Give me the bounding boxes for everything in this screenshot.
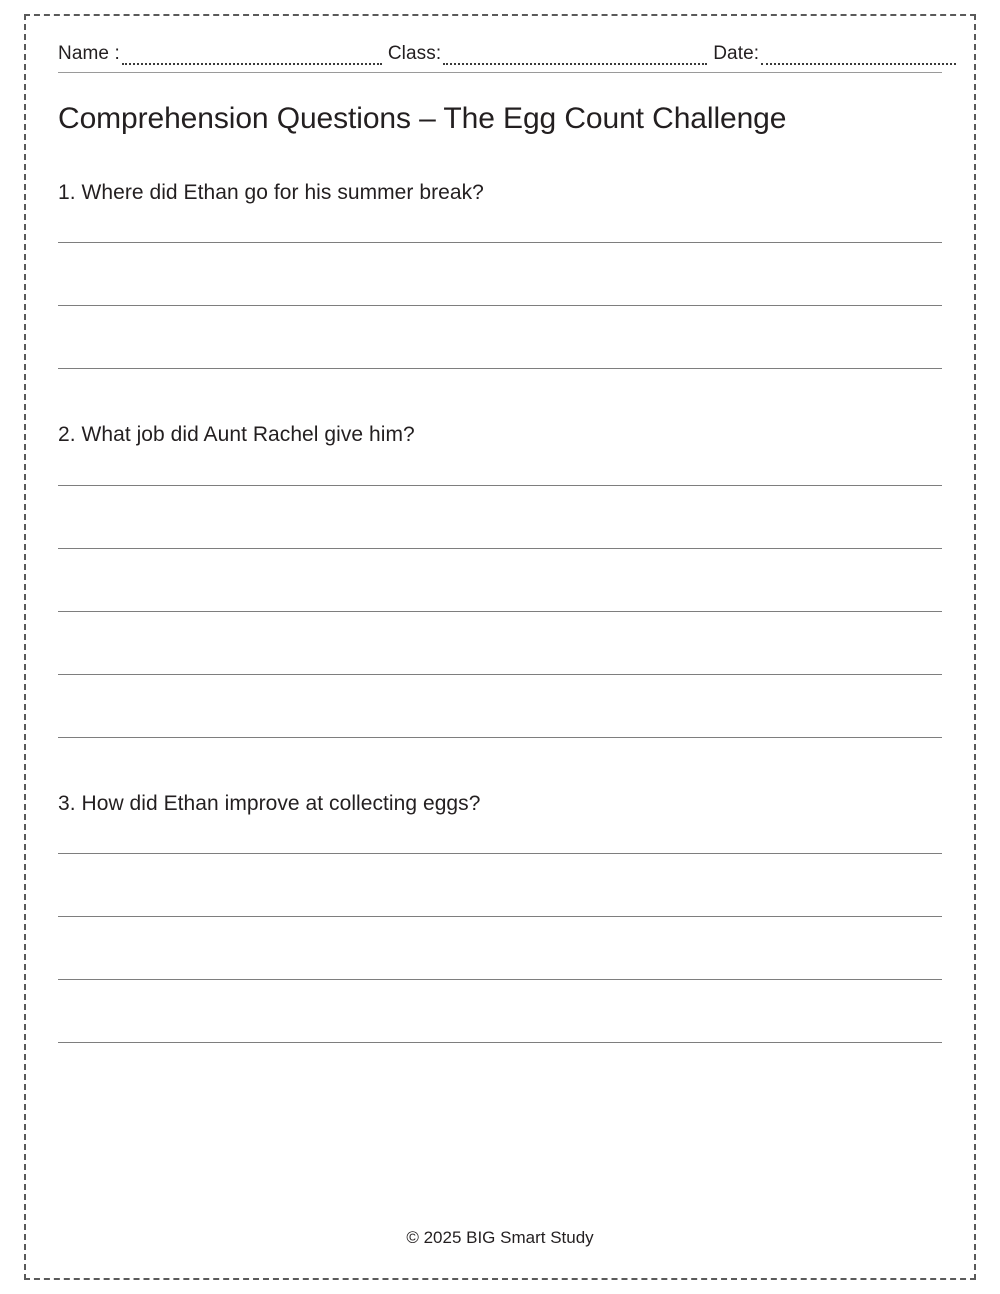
answer-line[interactable] (58, 916, 942, 917)
answer-line[interactable] (58, 979, 942, 980)
answer-line[interactable] (58, 1042, 942, 1043)
page-title: Comprehension Questions – The Egg Count Challenge (58, 102, 787, 135)
date-fill-line[interactable] (761, 49, 956, 65)
question-block-2 (58, 421, 942, 737)
class-label: Class: (387, 43, 442, 64)
question-text-3: 3. How did Ethan improve at collecting eggs? (58, 791, 481, 815)
question-text-2: 2. What job did Aunt Rachel give him? (58, 423, 415, 447)
answer-line[interactable] (58, 674, 942, 675)
answer-line[interactable] (58, 853, 942, 854)
name-fill-line[interactable] (122, 49, 382, 65)
answer-line[interactable] (58, 611, 942, 612)
answer-line[interactable] (58, 737, 942, 738)
question-block-3 (58, 790, 942, 1043)
answer-line[interactable] (58, 548, 942, 549)
worksheet-content (58, 44, 942, 1254)
footer-copyright: © 2025 BIG Smart Study (406, 1228, 594, 1247)
answer-line[interactable] (58, 242, 942, 243)
name-label: Name : (58, 43, 120, 64)
question-block-1 (58, 179, 942, 369)
name-field[interactable] (58, 44, 388, 65)
header-divider (58, 72, 942, 73)
student-info-row (58, 44, 942, 65)
answer-line[interactable] (58, 368, 942, 369)
date-label: Date: (713, 43, 760, 64)
date-field[interactable] (713, 44, 962, 65)
class-fill-line[interactable] (443, 49, 707, 65)
question-text-1: 1. Where did Ethan go for his summer break? (58, 181, 484, 204)
answer-lines-2 (58, 485, 942, 738)
answer-lines-1 (58, 242, 942, 369)
answer-line[interactable] (58, 485, 942, 486)
answer-line[interactable] (58, 305, 942, 306)
answer-lines-3 (58, 853, 942, 1043)
class-field[interactable] (388, 44, 713, 65)
